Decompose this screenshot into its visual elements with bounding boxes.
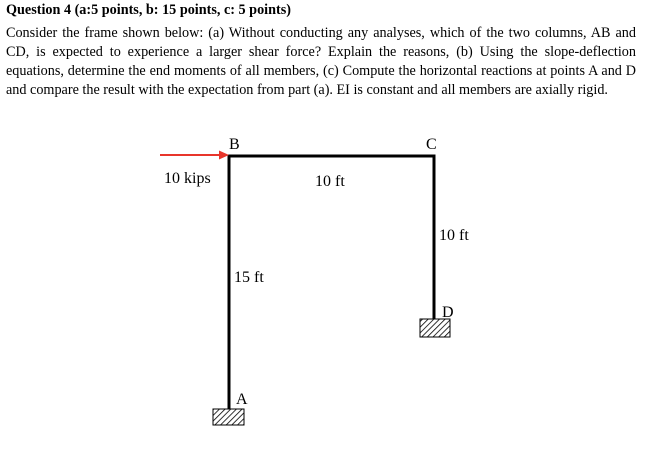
- support-a: [213, 409, 244, 425]
- node-label-c: C: [426, 136, 437, 153]
- question-title: Question 4 (a:5 points, b: 15 points, c: 5 points): [6, 2, 291, 18]
- node-label-b: B: [229, 136, 240, 153]
- load-label: 10 kips: [164, 170, 211, 187]
- dimension-cd: 10 ft: [439, 227, 469, 244]
- question-body: Consider the frame shown below: (a) Without conducting any analyses, which of the two columns, AB and CD, is expected to experience a larger shear force? Explain the reasons, (b) Using the slope-deflection equations, determine the end moments of all members, (c) Compute the horizontal reactions at points A and D and compare the result with the expectation from part (a). EI is constant and all members are axially rigid.: [6, 25, 636, 98]
- dimension-bc: 10 ft: [315, 173, 345, 190]
- node-label-d: D: [442, 304, 454, 321]
- node-label-a: A: [236, 391, 248, 408]
- load-arrow: [160, 151, 229, 160]
- dimension-ab: 15 ft: [234, 269, 264, 286]
- support-d: [420, 319, 450, 337]
